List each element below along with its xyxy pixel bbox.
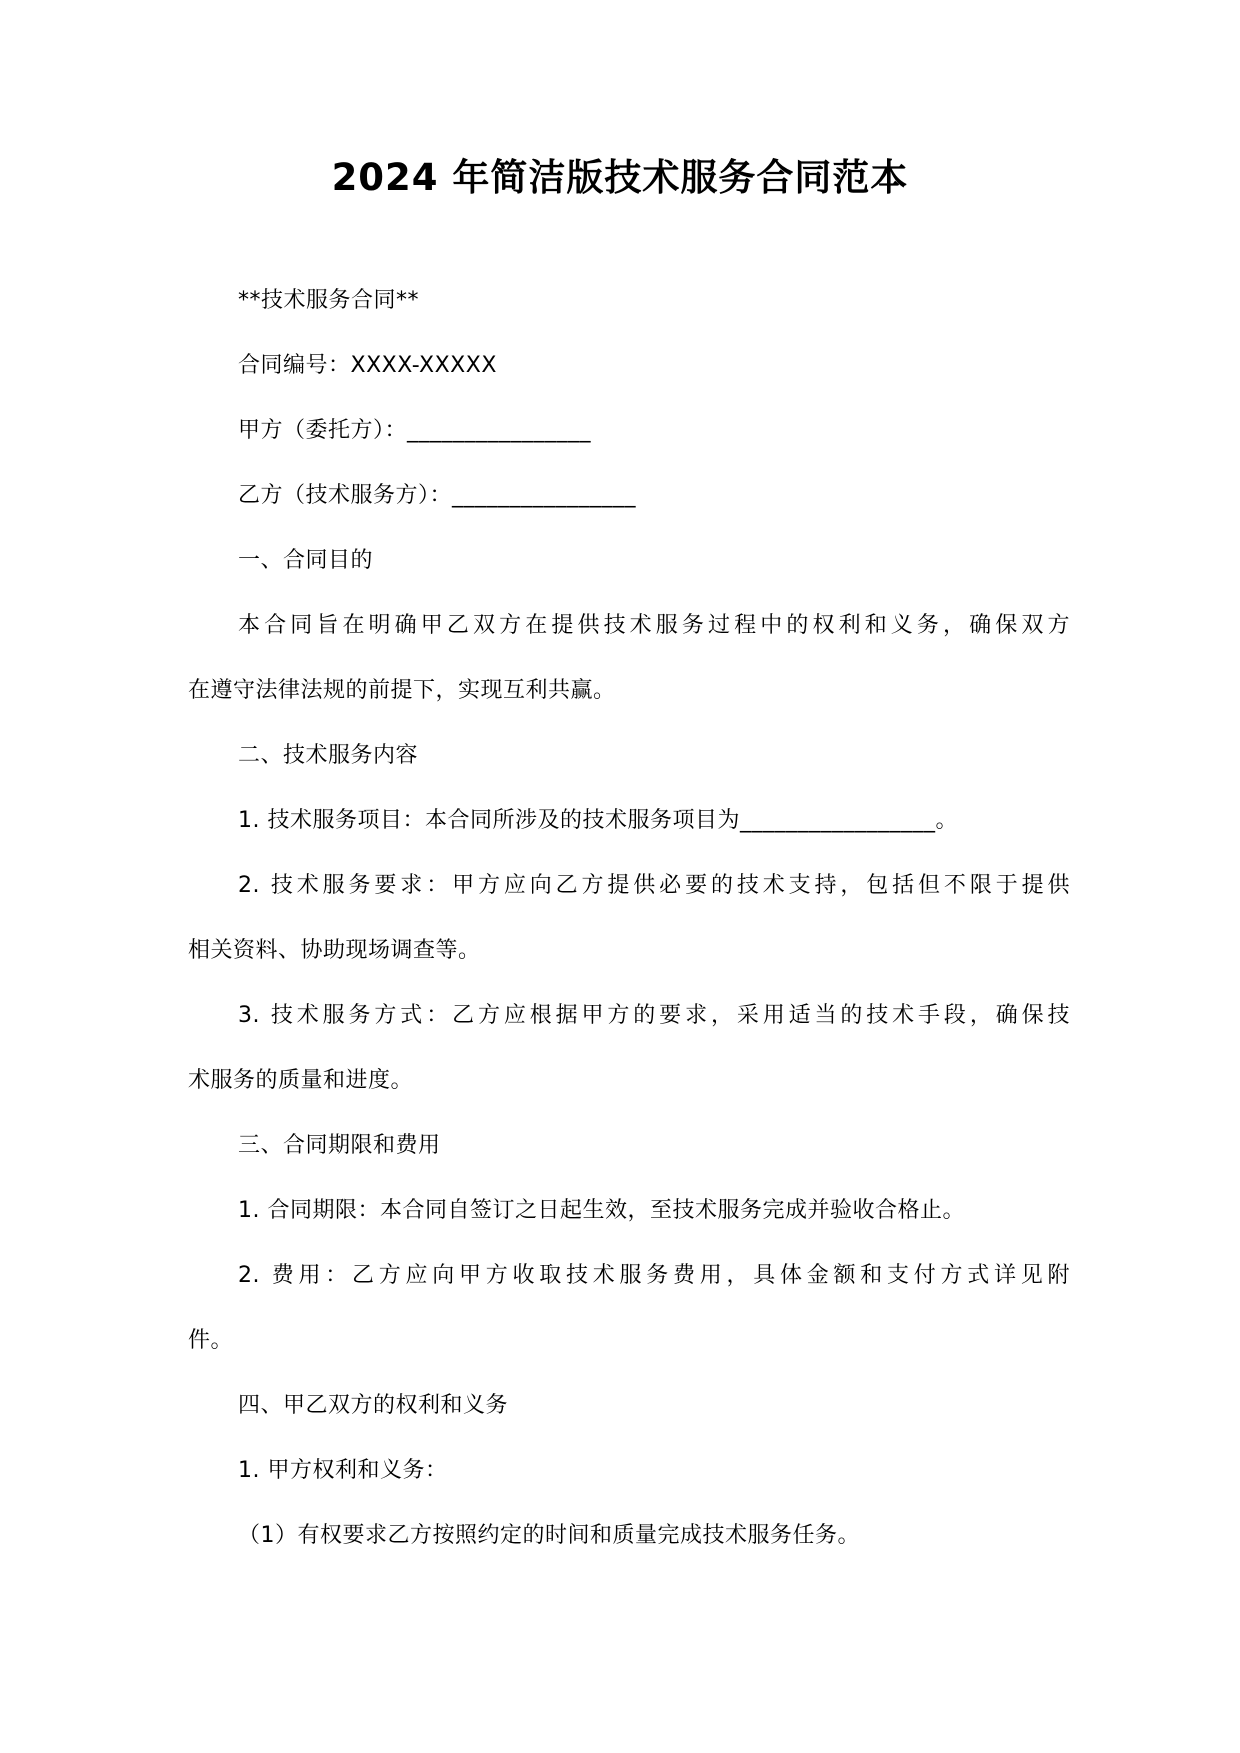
doc-line: 甲方（委托方）：________________ [238,418,592,443]
doc-line: 在遵守法律法规的前提下，实现互利共赢。 [188,678,616,703]
doc-line: 三、合同期限和费用 [238,1133,441,1158]
doc-line: 相关资料、协助现场调查等。 [188,938,481,963]
doc-line: 合同编号：XXXX-XXXXX [238,353,497,378]
doc-line: 2. 技术服务要求：甲方应向乙方提供必要的技术支持，包括但不限于提供 [238,873,1070,898]
doc-line: 本合同旨在明确甲乙双方在提供技术服务过程中的权利和义务，确保双方 [238,613,1070,638]
doc-line: 一、合同目的 [238,548,374,573]
doc-line: 件。 [188,1328,234,1353]
doc-line: （1）有权要求乙方按照约定的时间和质量完成技术服务任务。 [238,1523,860,1548]
doc-line: 2. 费用：乙方应向甲方收取技术服务费用，具体金额和支付方式详见附 [238,1263,1070,1288]
doc-line: 四、甲乙双方的权利和义务 [238,1393,509,1418]
doc-line: 3. 技术服务方式：乙方应根据甲方的要求，采用适当的技术手段，确保技 [238,1003,1070,1028]
doc-line: 二、技术服务内容 [238,743,419,768]
doc-line: 1. 合同期限：本合同自签订之日起生效，至技术服务完成并验收合格止。 [238,1198,965,1223]
document-body [0,268,1070,1568]
doc-line: 1. 甲方权利和义务： [238,1458,448,1483]
doc-line: 术服务的质量和进度。 [188,1068,414,1093]
doc-line: **技术服务合同** [238,288,420,313]
doc-line: 1. 技术服务项目：本合同所涉及的技术服务项目为_________________。 [238,808,958,833]
document-title: 2024 年简洁版技术服务合同范本 [331,156,909,199]
doc-line: 乙方（技术服务方）：________________ [238,483,637,508]
